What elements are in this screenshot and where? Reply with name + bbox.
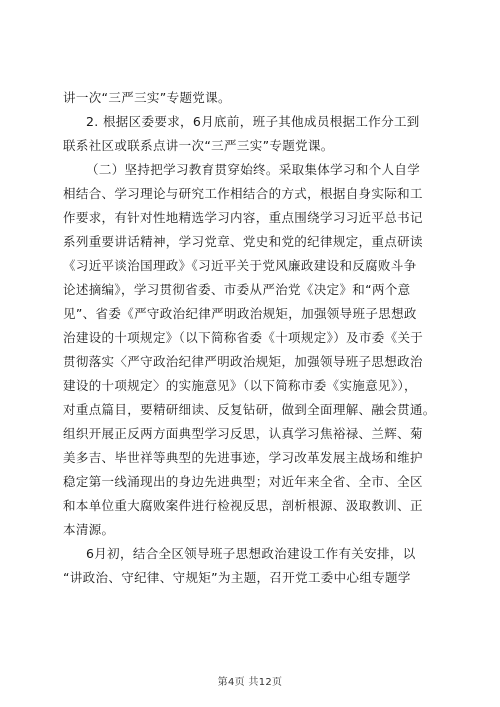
text-line: 相结合、学习理论与研究工作相结合的方式，根据自身实际和工 [63,186,423,201]
text-line: （二）坚持把学习教育贯穿始终。采取集体学习和个人自学 [86,162,421,177]
document-body [63,86,441,590]
text-line: 组织开展正反两方面典型学习反思，认真学习焦裕禄、兰辉、菊 [63,426,423,441]
text-line: 《习近平谈治国理政》《习近平关于党风廉政建设和反腐败斗争 [63,258,417,273]
text-line: 本清源。 [63,522,115,537]
text-line: 见”、省委《严守政治纪律严明政治规矩，加强领导班子思想政 [63,306,417,321]
text-line: 论述摘编》，学习贯彻省委、市委从严治党《决定》和“两个意 [63,282,411,297]
text-line: 讲一次“三严三实”专题党课。 [63,90,231,105]
text-line: 联系社区或联系点讲一次“三严三实”专题党课。 [63,138,334,153]
text-line: 建设的十项规定〉的实施意见》（以下简称市委《实施意见》）， [63,378,417,393]
page-number-footer: 第4页 共12页 [217,677,283,688]
text-line: 系列重要讲话精神，学习党章、党史和党的纪律规定，重点研读 [63,234,423,249]
text-line: 贯彻落实〈严守政治纪律严明政治规矩，加强领导班子思想政治 [63,354,423,369]
text-line: “讲政治、守纪律、守规矩”为主题，召开党工委中心组专题学 [63,570,411,585]
text-line: 2. 根据区委要求，6月底前，班子其他成员根据工作分工到 [86,114,420,129]
text-line: 作要求，有针对性地精选学习内容，重点围绕学习习近平总书记 [63,210,423,225]
text-line: 对重点篇目，要精研细读、反复钻研，做到全面理解、融会贯通。 [63,402,436,417]
text-line: 6月初，结合全区领导班子思想政治建设工作有关安排，以 [86,546,416,561]
text-line: 治建设的十项规定》（以下简称省委《十项规定》）及市委《关于 [63,330,424,345]
text-line: 稳定第一线涌现出的身边先进典型；对近年来全省、全市、全区 [63,474,423,489]
text-line: 和本单位重大腐败案件进行检视反思，剖析根源、汲取教训、正 [63,498,423,513]
text-line: 美多吉、毕世祥等典型的先进事迹，学习改革发展主战场和维护 [63,450,423,465]
